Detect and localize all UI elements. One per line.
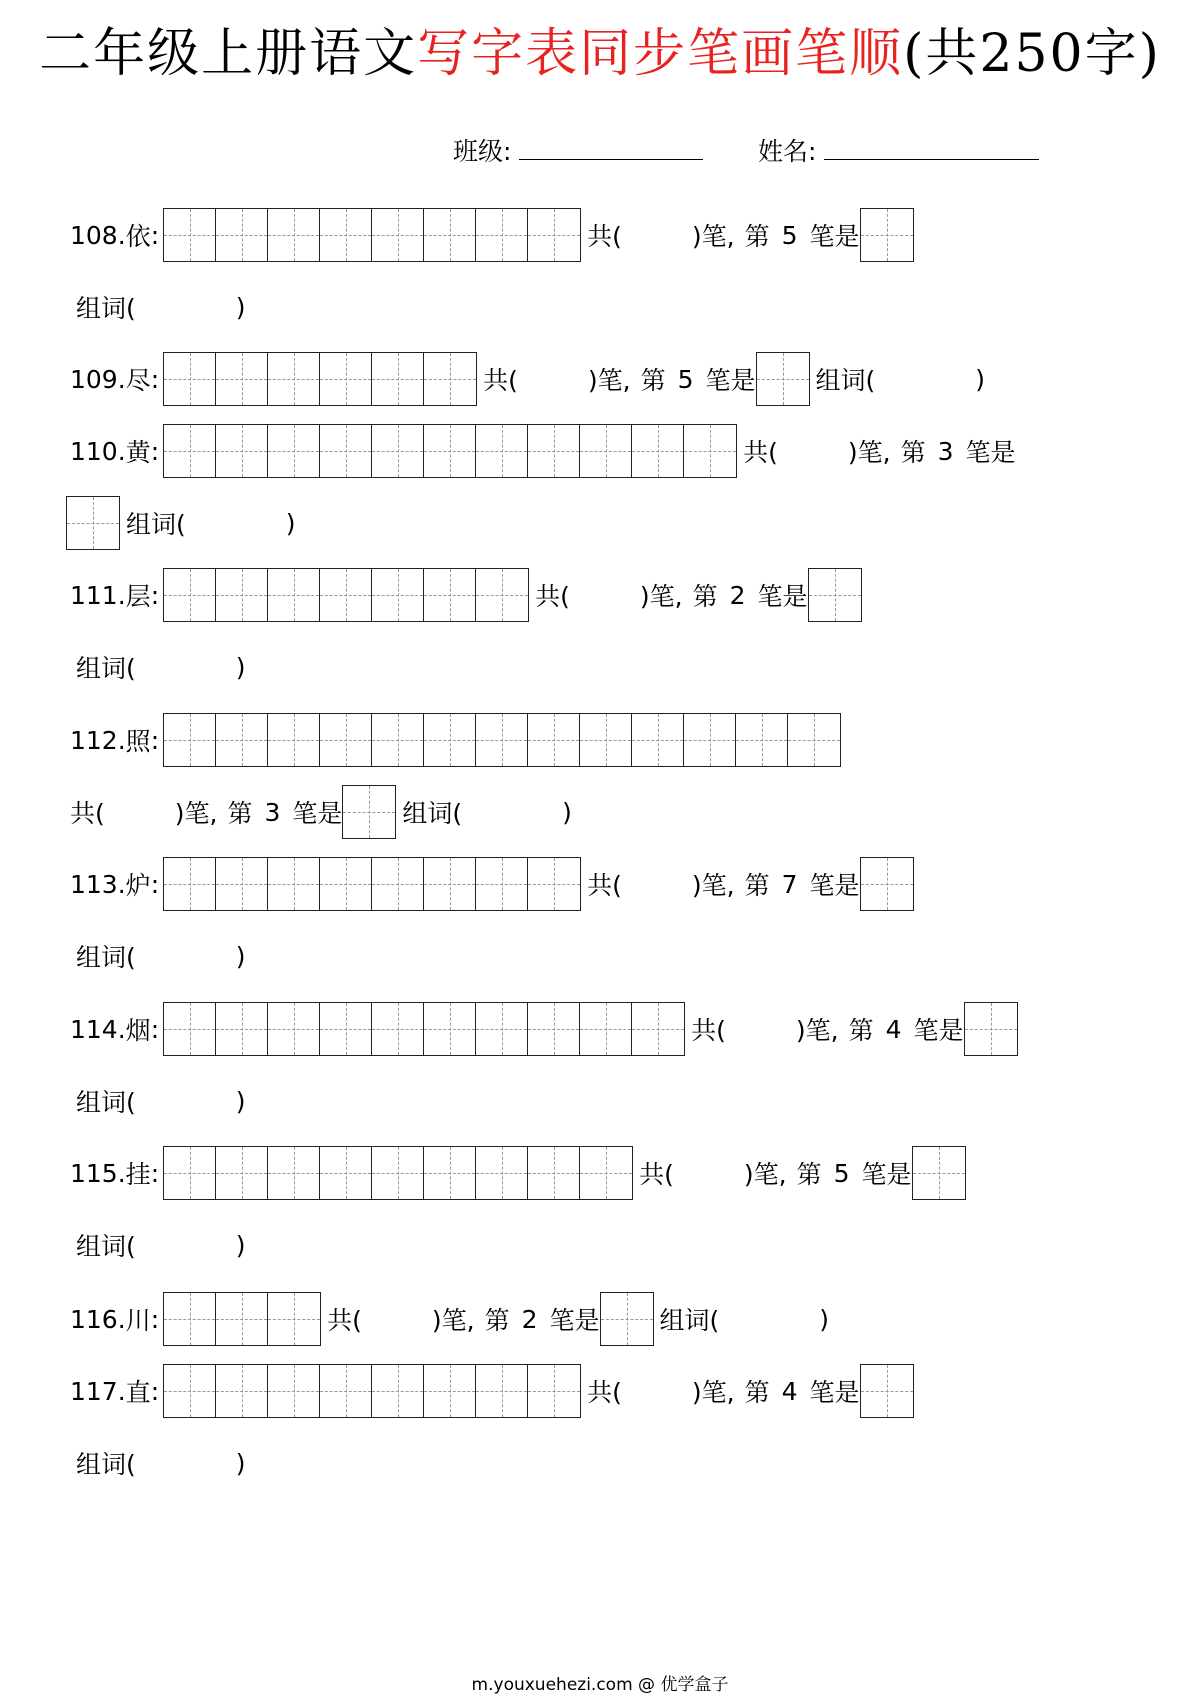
total-label: 共( xyxy=(70,799,105,828)
stroke-order-grid[interactable] xyxy=(163,857,581,911)
total-label: 共( xyxy=(587,222,622,251)
tian-cell[interactable] xyxy=(216,714,268,766)
item-number: 116. xyxy=(70,1304,126,1334)
nth-label: 第 xyxy=(640,366,666,395)
nth-label: 第 xyxy=(744,871,770,900)
tian-cell[interactable] xyxy=(965,1003,1017,1055)
tian-cell[interactable] xyxy=(268,1003,320,1055)
title-suffix: (共250字) xyxy=(903,24,1161,84)
tian-cell[interactable] xyxy=(372,209,424,261)
stroke-order-grid[interactable] xyxy=(163,1002,685,1056)
tian-cell[interactable] xyxy=(476,1147,528,1199)
tian-cell[interactable] xyxy=(164,569,216,621)
word-label: 组词( xyxy=(76,1450,136,1479)
tian-cell[interactable] xyxy=(684,714,736,766)
tian-cell[interactable] xyxy=(164,714,216,766)
colon: : xyxy=(150,580,160,610)
tian-cell[interactable] xyxy=(164,353,216,405)
total-close-label: )笔, xyxy=(431,1306,475,1335)
total-close-label: )笔, xyxy=(174,799,218,828)
colon: : xyxy=(150,1376,160,1406)
tian-cell[interactable] xyxy=(343,786,395,838)
tian-cell[interactable] xyxy=(216,1003,268,1055)
nth-label: 第 xyxy=(796,1160,822,1189)
tian-cell[interactable] xyxy=(476,209,528,261)
item-number: 111. xyxy=(70,580,126,610)
total-close-label: )笔, xyxy=(795,1016,839,1045)
word-label: 组词( xyxy=(402,799,463,828)
stroke-is-label: 笔是 xyxy=(913,1016,964,1045)
tian-cell[interactable] xyxy=(528,1147,580,1199)
tian-cell[interactable] xyxy=(580,714,632,766)
tian-cell[interactable] xyxy=(424,1147,476,1199)
word-label: 组词( xyxy=(76,943,136,972)
tian-cell[interactable] xyxy=(424,425,476,477)
total-label: 共( xyxy=(691,1016,726,1045)
stroke-order-grid[interactable] xyxy=(163,1364,581,1418)
item-char: 烟 xyxy=(125,1016,151,1045)
tian-cell[interactable] xyxy=(424,1365,476,1417)
tian-cell[interactable] xyxy=(268,1147,320,1199)
word-close: ) xyxy=(235,1448,246,1478)
answer-stroke-box[interactable] xyxy=(66,496,120,550)
item-char: 尽 xyxy=(125,366,151,395)
tian-cell[interactable] xyxy=(476,714,528,766)
nth-label: 第 xyxy=(484,1306,510,1335)
answer-stroke-box[interactable] xyxy=(964,1002,1018,1056)
tian-cell[interactable] xyxy=(476,569,528,621)
tian-cell[interactable] xyxy=(216,353,268,405)
item-char: 层 xyxy=(125,582,151,611)
class-blank[interactable] xyxy=(519,133,703,160)
tian-cell[interactable] xyxy=(164,425,216,477)
item-row xyxy=(70,1364,914,1418)
word-close: ) xyxy=(235,1230,246,1260)
tian-cell[interactable] xyxy=(528,858,580,910)
tian-cell[interactable] xyxy=(372,569,424,621)
tian-cell[interactable] xyxy=(216,1365,268,1417)
tian-cell[interactable] xyxy=(424,209,476,261)
tian-cell[interactable] xyxy=(372,1365,424,1417)
answer-stroke-box[interactable] xyxy=(342,785,396,839)
colon: : xyxy=(150,364,160,394)
tian-cell[interactable] xyxy=(476,1365,528,1417)
colon: : xyxy=(150,725,160,755)
word-label: 组词( xyxy=(76,1232,136,1261)
nth-label: 第 xyxy=(848,1016,874,1045)
answer-stroke-box[interactable] xyxy=(808,568,862,622)
nth-label: 第 xyxy=(744,222,770,251)
stroke-is-label: 笔是 xyxy=(757,582,808,611)
total-label: 共( xyxy=(639,1160,674,1189)
item-char: 依 xyxy=(125,222,151,251)
tian-cell[interactable] xyxy=(861,1365,913,1417)
answer-stroke-box[interactable] xyxy=(860,857,914,911)
word-close: ) xyxy=(562,797,572,827)
word-label: 组词( xyxy=(76,1088,136,1117)
tian-cell[interactable] xyxy=(164,1293,216,1345)
tian-cell[interactable] xyxy=(164,1003,216,1055)
tian-cell[interactable] xyxy=(268,714,320,766)
tian-cell[interactable] xyxy=(601,1293,653,1345)
nth-number: 5 xyxy=(781,220,798,250)
nth-number: 4 xyxy=(885,1014,902,1044)
word-close: ) xyxy=(235,292,246,322)
tian-cell[interactable] xyxy=(580,1003,632,1055)
tian-cell[interactable] xyxy=(320,1003,372,1055)
stroke-order-grid[interactable] xyxy=(163,1146,633,1200)
item-row xyxy=(70,713,841,767)
tian-cell[interactable] xyxy=(216,209,268,261)
word-label: 组词( xyxy=(76,654,136,683)
item-number: 117. xyxy=(70,1376,126,1406)
tian-cell[interactable] xyxy=(372,425,424,477)
nth-label: 第 xyxy=(692,582,718,611)
total-label: 共( xyxy=(587,1378,622,1407)
tian-cell[interactable] xyxy=(268,1365,320,1417)
tian-cell[interactable] xyxy=(528,425,580,477)
nth-number: 3 xyxy=(937,436,954,466)
item-row-continued xyxy=(66,496,296,550)
word-close: ) xyxy=(235,652,246,682)
tian-cell[interactable] xyxy=(528,714,580,766)
tian-cell[interactable] xyxy=(913,1147,965,1199)
tian-cell[interactable] xyxy=(476,1003,528,1055)
tian-cell[interactable] xyxy=(320,353,372,405)
total-label: 共( xyxy=(743,438,778,467)
page-title xyxy=(0,14,1200,94)
stroke-is-label: 笔是 xyxy=(965,438,1016,467)
tian-cell[interactable] xyxy=(736,714,788,766)
tian-cell[interactable] xyxy=(684,425,736,477)
tian-cell[interactable] xyxy=(861,209,913,261)
item-row xyxy=(70,1002,1018,1056)
tian-cell[interactable] xyxy=(320,1147,372,1199)
tian-cell[interactable] xyxy=(320,1365,372,1417)
item-char: 照 xyxy=(125,727,151,756)
stroke-is-label: 笔是 xyxy=(292,799,343,828)
answer-stroke-box[interactable] xyxy=(860,1364,914,1418)
total-close-label: )笔, xyxy=(691,1378,735,1407)
item-row-continued xyxy=(76,1436,246,1490)
tian-cell[interactable] xyxy=(268,425,320,477)
tian-cell[interactable] xyxy=(320,858,372,910)
stroke-is-label: 笔是 xyxy=(809,871,860,900)
tian-cell[interactable] xyxy=(216,858,268,910)
stroke-is-label: 笔是 xyxy=(549,1306,600,1335)
name-label: 姓名: xyxy=(758,137,817,166)
tian-cell[interactable] xyxy=(580,1147,632,1199)
name-field xyxy=(758,132,1039,172)
total-label: 共( xyxy=(587,871,622,900)
total-close-label: )笔, xyxy=(743,1160,787,1189)
tian-cell[interactable] xyxy=(632,1003,684,1055)
item-number: 114. xyxy=(70,1014,126,1044)
item-char: 直 xyxy=(125,1378,151,1407)
tian-cell[interactable] xyxy=(320,209,372,261)
item-row-continued xyxy=(76,280,246,334)
answer-stroke-box[interactable] xyxy=(600,1292,654,1346)
tian-cell[interactable] xyxy=(216,1147,268,1199)
tian-cell[interactable] xyxy=(424,714,476,766)
total-label: 共( xyxy=(327,1306,362,1335)
class-field xyxy=(453,132,703,172)
total-label: 共( xyxy=(483,366,518,395)
stroke-is-label: 笔是 xyxy=(861,1160,912,1189)
total-close-label: )笔, xyxy=(691,222,735,251)
tian-cell[interactable] xyxy=(788,714,840,766)
word-label: 组词( xyxy=(76,294,136,323)
stroke-order-grid[interactable] xyxy=(163,713,841,767)
tian-cell[interactable] xyxy=(476,858,528,910)
word-label: 组词( xyxy=(659,1306,720,1335)
colon: : xyxy=(150,220,160,250)
item-row-continued xyxy=(76,1218,246,1272)
stroke-order-grid[interactable] xyxy=(163,424,737,478)
tian-cell[interactable] xyxy=(216,425,268,477)
stroke-order-grid[interactable] xyxy=(163,1292,321,1346)
name-blank[interactable] xyxy=(824,133,1039,160)
tian-cell[interactable] xyxy=(632,714,684,766)
colon: : xyxy=(150,869,160,899)
nth-label: 第 xyxy=(227,799,253,828)
item-number: 112. xyxy=(70,725,126,755)
title-black: 二年级上册语文 xyxy=(39,24,418,84)
tian-cell[interactable] xyxy=(268,569,320,621)
colon: : xyxy=(150,1304,160,1334)
word-close: ) xyxy=(819,1304,830,1334)
tian-cell[interactable] xyxy=(320,569,372,621)
tian-cell[interactable] xyxy=(164,858,216,910)
tian-cell[interactable] xyxy=(67,497,119,549)
answer-stroke-box[interactable] xyxy=(860,208,914,262)
colon: : xyxy=(150,1014,160,1044)
nth-number: 2 xyxy=(729,580,746,610)
item-row-continued xyxy=(70,785,572,839)
item-row xyxy=(70,1146,966,1200)
tian-cell[interactable] xyxy=(372,714,424,766)
item-row-continued xyxy=(76,929,246,983)
tian-cell[interactable] xyxy=(372,1003,424,1055)
tian-cell[interactable] xyxy=(164,1365,216,1417)
tian-cell[interactable] xyxy=(216,1293,268,1345)
tian-cell[interactable] xyxy=(268,858,320,910)
item-char: 挂 xyxy=(125,1160,151,1189)
nth-number: 4 xyxy=(781,1376,798,1406)
stroke-order-grid[interactable] xyxy=(163,352,477,406)
tian-cell[interactable] xyxy=(164,1147,216,1199)
tian-cell[interactable] xyxy=(424,353,476,405)
tian-cell[interactable] xyxy=(372,1147,424,1199)
tian-cell[interactable] xyxy=(268,209,320,261)
total-label: 共( xyxy=(535,582,570,611)
tian-cell[interactable] xyxy=(268,353,320,405)
item-row-continued xyxy=(76,640,246,694)
nth-label: 第 xyxy=(744,1378,770,1407)
nth-number: 2 xyxy=(521,1304,538,1334)
nth-number: 3 xyxy=(264,797,281,827)
tian-cell[interactable] xyxy=(528,1365,580,1417)
stroke-is-label: 笔是 xyxy=(809,222,860,251)
answer-stroke-box[interactable] xyxy=(756,352,810,406)
total-close-label: )笔, xyxy=(587,366,631,395)
tian-cell[interactable] xyxy=(164,209,216,261)
item-row xyxy=(70,857,914,911)
item-row xyxy=(70,352,985,406)
answer-stroke-box[interactable] xyxy=(912,1146,966,1200)
tian-cell[interactable] xyxy=(580,425,632,477)
tian-cell[interactable] xyxy=(216,569,268,621)
tian-cell[interactable] xyxy=(424,1003,476,1055)
colon: : xyxy=(150,436,160,466)
tian-cell[interactable] xyxy=(268,1293,320,1345)
tian-cell[interactable] xyxy=(528,209,580,261)
word-close: ) xyxy=(975,364,986,394)
item-row xyxy=(70,1292,829,1346)
item-row xyxy=(70,424,1016,478)
item-number: 108. xyxy=(70,220,126,250)
stroke-order-grid[interactable] xyxy=(163,208,581,262)
tian-cell[interactable] xyxy=(372,353,424,405)
tian-cell[interactable] xyxy=(861,858,913,910)
word-label: 组词( xyxy=(815,366,876,395)
item-char: 黄 xyxy=(125,438,151,467)
tian-cell[interactable] xyxy=(320,714,372,766)
tian-cell[interactable] xyxy=(320,425,372,477)
item-row xyxy=(70,568,862,622)
colon: : xyxy=(150,1158,160,1188)
item-number: 110. xyxy=(70,436,126,466)
total-close-label: )笔, xyxy=(847,438,891,467)
item-number: 109. xyxy=(70,364,126,394)
tian-cell[interactable] xyxy=(528,1003,580,1055)
word-close: ) xyxy=(235,941,246,971)
word-close: ) xyxy=(235,1086,246,1116)
stroke-is-label: 笔是 xyxy=(705,366,756,395)
item-char: 川 xyxy=(125,1306,151,1335)
tian-cell[interactable] xyxy=(476,425,528,477)
nth-number: 7 xyxy=(781,869,798,899)
total-close-label: )笔, xyxy=(639,582,683,611)
nth-number: 5 xyxy=(677,364,694,394)
class-label: 班级: xyxy=(453,137,512,166)
word-close: ) xyxy=(285,508,296,538)
tian-cell[interactable] xyxy=(424,858,476,910)
footer-source: m.youxuehezi.com @ 优学盒子 xyxy=(471,1675,729,1695)
nth-number: 5 xyxy=(833,1158,850,1188)
stroke-order-grid[interactable] xyxy=(163,568,529,622)
item-char: 炉 xyxy=(125,871,151,900)
tian-cell[interactable] xyxy=(424,569,476,621)
item-row-continued xyxy=(76,1074,246,1128)
item-row xyxy=(70,208,914,262)
tian-cell[interactable] xyxy=(632,425,684,477)
stroke-is-label: 笔是 xyxy=(809,1378,860,1407)
nth-label: 第 xyxy=(900,438,926,467)
item-number: 113. xyxy=(70,869,126,899)
word-label: 组词( xyxy=(126,510,186,539)
tian-cell[interactable] xyxy=(757,353,809,405)
title-red: 写字表同步笔画笔顺 xyxy=(417,24,904,84)
tian-cell[interactable] xyxy=(372,858,424,910)
total-close-label: )笔, xyxy=(691,871,735,900)
tian-cell[interactable] xyxy=(809,569,861,621)
item-number: 115. xyxy=(70,1158,126,1188)
